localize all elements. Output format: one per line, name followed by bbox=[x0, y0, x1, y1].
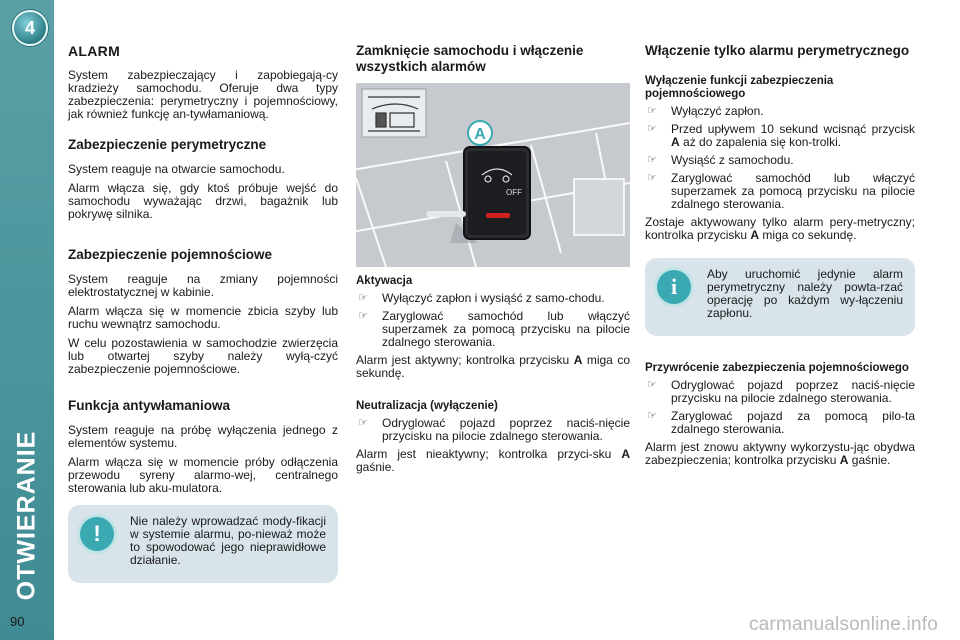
chapter-title bbox=[4, 430, 50, 600]
list-item: ☞ Odryglować pojazd poprzez naciś-nięcie przycisku na pilocie zdalnego sterowania. bbox=[356, 417, 630, 443]
volumetric-heading: Zabezpieczenie pojemnościowe bbox=[68, 247, 273, 262]
disable-status: Zostaje aktywowany tylko alarm pery-metryczny; kontrolka przycisku A miga co sekundę. bbox=[645, 215, 915, 242]
list-item: ☞ Wyłączyć zapłon. bbox=[645, 105, 915, 118]
restore-heading: Przywrócenie zabezpieczenia pojemnościowego bbox=[645, 362, 909, 374]
list-item: ☞ Zaryglować pojazd za pomocą pilo-ta zdalnego sterowania. bbox=[645, 410, 915, 436]
perimeter-heading: Zabezpieczenie perymetryczne bbox=[68, 137, 267, 152]
restore-status: Alarm jest znowu aktywny wykorzystu-jąc obydwa zabezpieczenia; kontrolka przycisku A gaśnie. bbox=[645, 440, 915, 467]
column-perimeter-only bbox=[645, 38, 915, 473]
key-label: A bbox=[671, 135, 680, 149]
perimeter-text-1: System reaguje na otwarcie samochodu. bbox=[68, 162, 285, 176]
info-text: Aby uruchomić jedynie alarm perymetryczny należy powta-rzać operację po każdym wy-łączeniu zapłonu. bbox=[707, 267, 903, 320]
alarm-button-photo bbox=[356, 83, 630, 267]
antitamper-heading: Funkcja antywłamaniowa bbox=[68, 398, 231, 413]
key-label: A bbox=[839, 453, 849, 467]
list-item: ☞ Przed upływem 10 sekund wcisnąć przycisk A aż do zapalenia się kon-trolki. bbox=[645, 123, 915, 149]
watermark: carmanualsonline.info bbox=[748, 614, 938, 635]
list-item: ☞ Zaryglować samochód lub włączyć superzamek za pomocą przycisku na pilocie zdalnego sterowania. bbox=[356, 310, 630, 349]
neutralization-list bbox=[356, 417, 630, 443]
column-lock-all bbox=[356, 38, 630, 480]
alarm-intro: System zabezpieczający i zapobiegają-cy kradzieży samochodu. Oferuje dwa typy zabezpieczenia: perymetryczny i pojemnościowy, jak również funkcję an-tywłamaniową. bbox=[68, 68, 338, 121]
info-notice bbox=[645, 258, 915, 336]
chapter-number-badge: 4 bbox=[12, 10, 48, 46]
list-item: ☞ Wyłączyć zapłon i wysiąść z samo-chodu. bbox=[356, 292, 630, 305]
key-label: A bbox=[750, 228, 760, 242]
disable-list bbox=[645, 105, 915, 211]
restore-list bbox=[645, 379, 915, 436]
info-icon: i bbox=[657, 270, 691, 304]
warning-notice bbox=[68, 505, 338, 583]
page-number: 90 bbox=[10, 614, 25, 629]
list-item: ☞ Wysiąść z samochodu. bbox=[645, 154, 915, 167]
activation-status: Alarm jest aktywny; kontrolka przycisku A miga co sekundę. bbox=[356, 353, 630, 380]
volumetric-text-2: Alarm włącza się w momencie zbicia szyby lub ruchu wewnątrz samochodu. bbox=[68, 304, 338, 331]
chapter-sidebar bbox=[0, 0, 54, 640]
volumetric-text-1: System reaguje na zmiany pojemności elektrostatycznej w kabinie. bbox=[68, 272, 338, 299]
chapter-title-text: OTWIERANIE bbox=[12, 430, 41, 600]
activation-list bbox=[356, 292, 630, 349]
photo-label-a: A bbox=[474, 126, 486, 143]
svg-text:OFF: OFF bbox=[506, 188, 522, 197]
dashboard-illustration bbox=[356, 83, 630, 267]
disable-heading: Wyłączenie funkcji zabezpieczenia pojemnościowego bbox=[645, 75, 834, 100]
key-label: A bbox=[621, 447, 630, 461]
list-item: ☞ Zaryglować samochód lub włączyć superzamek za pomocą przycisku na pilocie zdalnego sterowania. bbox=[645, 172, 915, 211]
perimeter-text-2: Alarm włącza się, gdy ktoś próbuje wejść do samochodu wyważając drzwi, bagażnik lub pokrywę silnika. bbox=[68, 181, 338, 221]
warning-text: Nie należy wprowadzać mody-fikacji w systemie alarmu, po-nieważ może to spowodować jego nieprawidłowe działanie. bbox=[130, 514, 326, 567]
list-item: ☞ Odryglować pojazd poprzez naciś-nięcie przycisku na pilocie zdalnego sterowania. bbox=[645, 379, 915, 405]
alarm-heading: ALARM bbox=[68, 43, 121, 59]
antitamper-text-2: Alarm włącza się w momencie próby odłączenia przewodu syreny alarmo-wej, centralnego sterowania lub aku-mulatora. bbox=[68, 455, 338, 495]
exclamation-icon: ! bbox=[80, 517, 114, 551]
column-alarm bbox=[68, 38, 338, 583]
perimeter-only-heading: Włączenie tylko alarmu perymetrycznego bbox=[645, 43, 910, 58]
volumetric-text-3: W celu pozostawienia w samochodzie zwierzęcia lub otwartej szyby należy wyłą-czyć zabezpieczenie pojemnościowe. bbox=[68, 336, 338, 376]
activation-heading: Aktywacja bbox=[356, 275, 413, 287]
lock-all-heading: Zamknięcie samochodu i włączenie wszystkich alarmów bbox=[356, 43, 584, 74]
antitamper-text-1: System reaguje na próbę wyłączenia jednego z elementów systemu. bbox=[68, 423, 338, 450]
neutralization-heading: Neutralizacja (wyłączenie) bbox=[356, 400, 498, 412]
key-label: A bbox=[573, 353, 583, 367]
neutralization-status: Alarm jest nieaktywny; kontrolka przyci-sku A gaśnie. bbox=[356, 447, 630, 474]
alarm-button bbox=[464, 147, 530, 239]
